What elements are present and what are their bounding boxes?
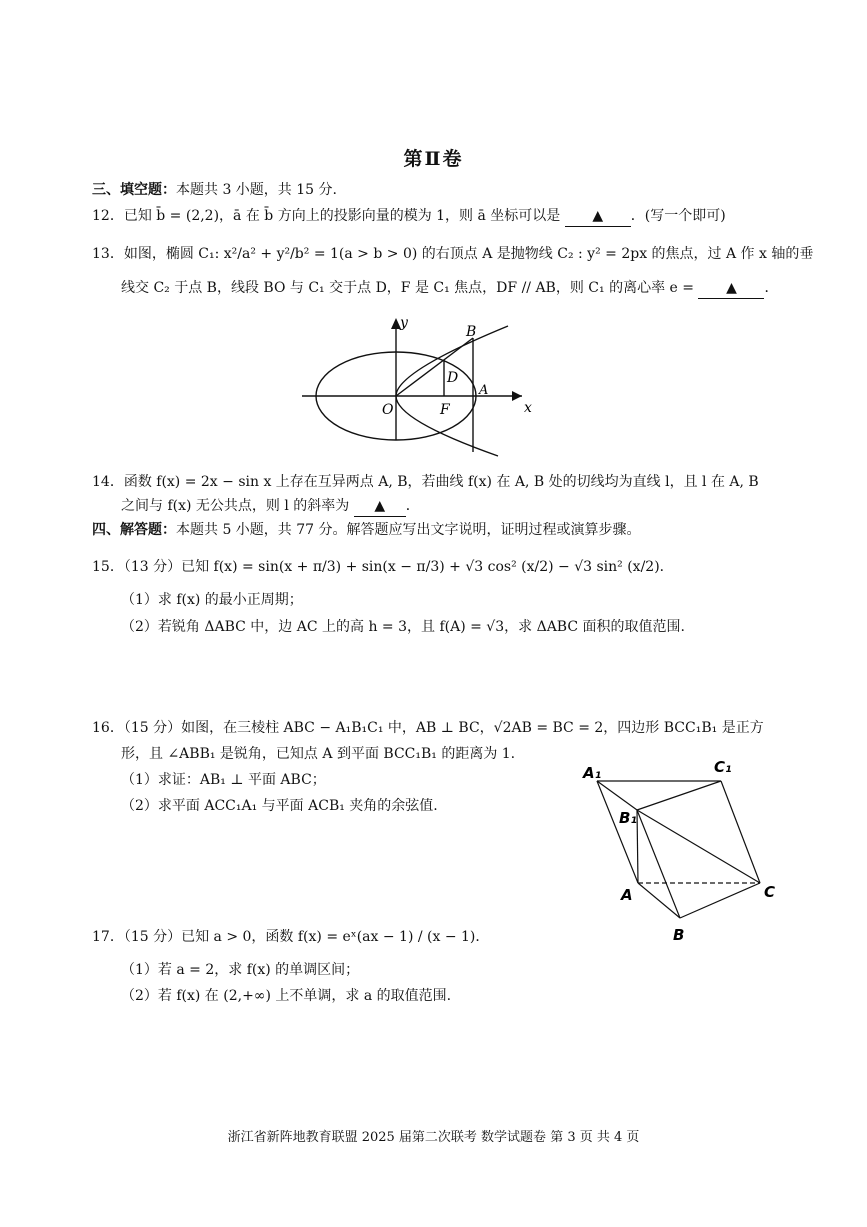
question-16-line2: 形，且 ∠ABB₁ 是锐角，已知点 A 到平面 BCC₁B₁ 的距离为 1. <box>121 746 516 762</box>
q14-end: ． <box>405 498 420 514</box>
q13-text: 线交 C₂ 于点 B，线段 BO 与 C₁ 交于点 D，F 是 C₁ 焦点，DF // AB，则 C₁ 的离心率 e = <box>121 280 694 296</box>
q14-answer-blank: ▲ <box>354 496 406 517</box>
question-17-part2: （2）若 f(x) 在 (2,+∞) 上不单调，求 a 的取值范围. <box>121 988 452 1004</box>
answer-section-desc: 本题共 5 小题，共 77 分。解答题应写出文字说明，证明过程或演算步骤。 <box>176 522 641 538</box>
label-a: A <box>479 383 489 398</box>
question-14-line2 <box>121 496 420 517</box>
edge-b1-b <box>637 810 680 918</box>
label-o: O <box>382 402 394 418</box>
parabola-c2 <box>396 326 508 456</box>
page-footer: 浙江省新阵地教育联盟 2025 届第二次联考 数学试题卷 第 3 页 共 4 页 <box>227 1130 640 1145</box>
fill-section-heading <box>92 180 337 200</box>
label-a: A <box>621 886 633 904</box>
label-d: D <box>447 370 459 386</box>
q12-answer-blank: ▲ <box>565 206 631 227</box>
question-15-stem: 15．（13 分）已知 f(x) = sin(x + π/3) + sin(x − π/3) + √3 cos² (x/2) − √3 sin² (x/2)． <box>92 559 674 575</box>
fill-section-desc: 本题共 3 小题，共 15 分. <box>176 182 337 198</box>
edge-b1-a <box>637 810 638 883</box>
ellipse-parabola-figure <box>300 312 540 462</box>
edge-c1-c <box>721 781 760 883</box>
question-15-part1: （1）求 f(x) 的最小正周期； <box>121 592 303 608</box>
question-12 <box>92 206 726 227</box>
label-b1: B₁ <box>619 809 638 827</box>
q13-end: ． <box>764 280 779 296</box>
q14-text: 之间与 f(x) 无公共点，则 l 的斜率为 <box>121 498 350 514</box>
prism-figure <box>575 752 785 947</box>
question-15-part2: （2）若锐角 ΔABC 中，边 AC 上的高 h = 3，且 f(A) = √3，求 ΔABC 面积的取值范围. <box>121 619 685 635</box>
page-title: 第Ⅱ卷 <box>403 148 464 170</box>
label-c: C <box>764 883 776 901</box>
label-b: B <box>673 926 685 944</box>
label-a1: A₁ <box>583 764 602 782</box>
label-c1: C₁ <box>714 758 732 776</box>
question-17-stem: 17．（15 分）已知 a > 0，函数 f(x) = eˣ(ax − 1) / (x − 1)． <box>92 929 490 945</box>
q12-text: 12．已知 b̄ = (2,2)，ā 在 b̄ 方向上的投影向量的模为 1，则 ā 坐标可以是 <box>92 208 561 224</box>
question-17-part1: （1）若 a = 2，求 f(x) 的单调区间； <box>121 962 360 978</box>
question-16-line1: 16．（15 分）如图，在三棱柱 ABC − A₁B₁C₁ 中，AB ⊥ BC，√2AB = BC = 2，四边形 BCC₁B₁ 是正方 <box>92 720 764 736</box>
fill-section-label: 三、填空题： <box>92 182 176 198</box>
answer-section-label: 四、解答题： <box>92 522 176 538</box>
question-13-line2 <box>121 278 778 299</box>
q13-answer-blank: ▲ <box>698 278 764 299</box>
x-axis-arrow <box>512 391 522 401</box>
label-x: x <box>524 400 532 416</box>
label-y: y <box>400 315 408 331</box>
question-16-part1: （1）求证：AB₁ ⊥ 平面 ABC； <box>121 772 326 788</box>
label-f: F <box>440 402 450 418</box>
question-16-part2: （2）求平面 ACC₁A₁ 与平面 ACB₁ 夹角的余弦值. <box>121 798 438 814</box>
edge-a-b <box>638 883 680 918</box>
question-14-line1: 14．函数 f(x) = 2x − sin x 上存在互异两点 A, B，若曲线 f(x) 在 A, B 处的切线均为直线 l，且 l 在 A, B <box>92 474 759 490</box>
edge-b1-c <box>637 810 760 883</box>
edge-b1-c1 <box>637 781 721 810</box>
answer-section-heading <box>92 520 641 540</box>
edge-b-c <box>680 883 760 918</box>
question-13-line1: 13．如图，椭圆 C₁: x²/a² + y²/b² = 1(a > b > 0) 的右顶点 A 是抛物线 C₂ : y² = 2px 的焦点，过 A 作 x 轴的垂 <box>92 246 814 262</box>
segment-bo <box>396 338 473 396</box>
q12-note: ．(写一个即可) <box>630 208 726 224</box>
label-b: B <box>466 324 477 340</box>
